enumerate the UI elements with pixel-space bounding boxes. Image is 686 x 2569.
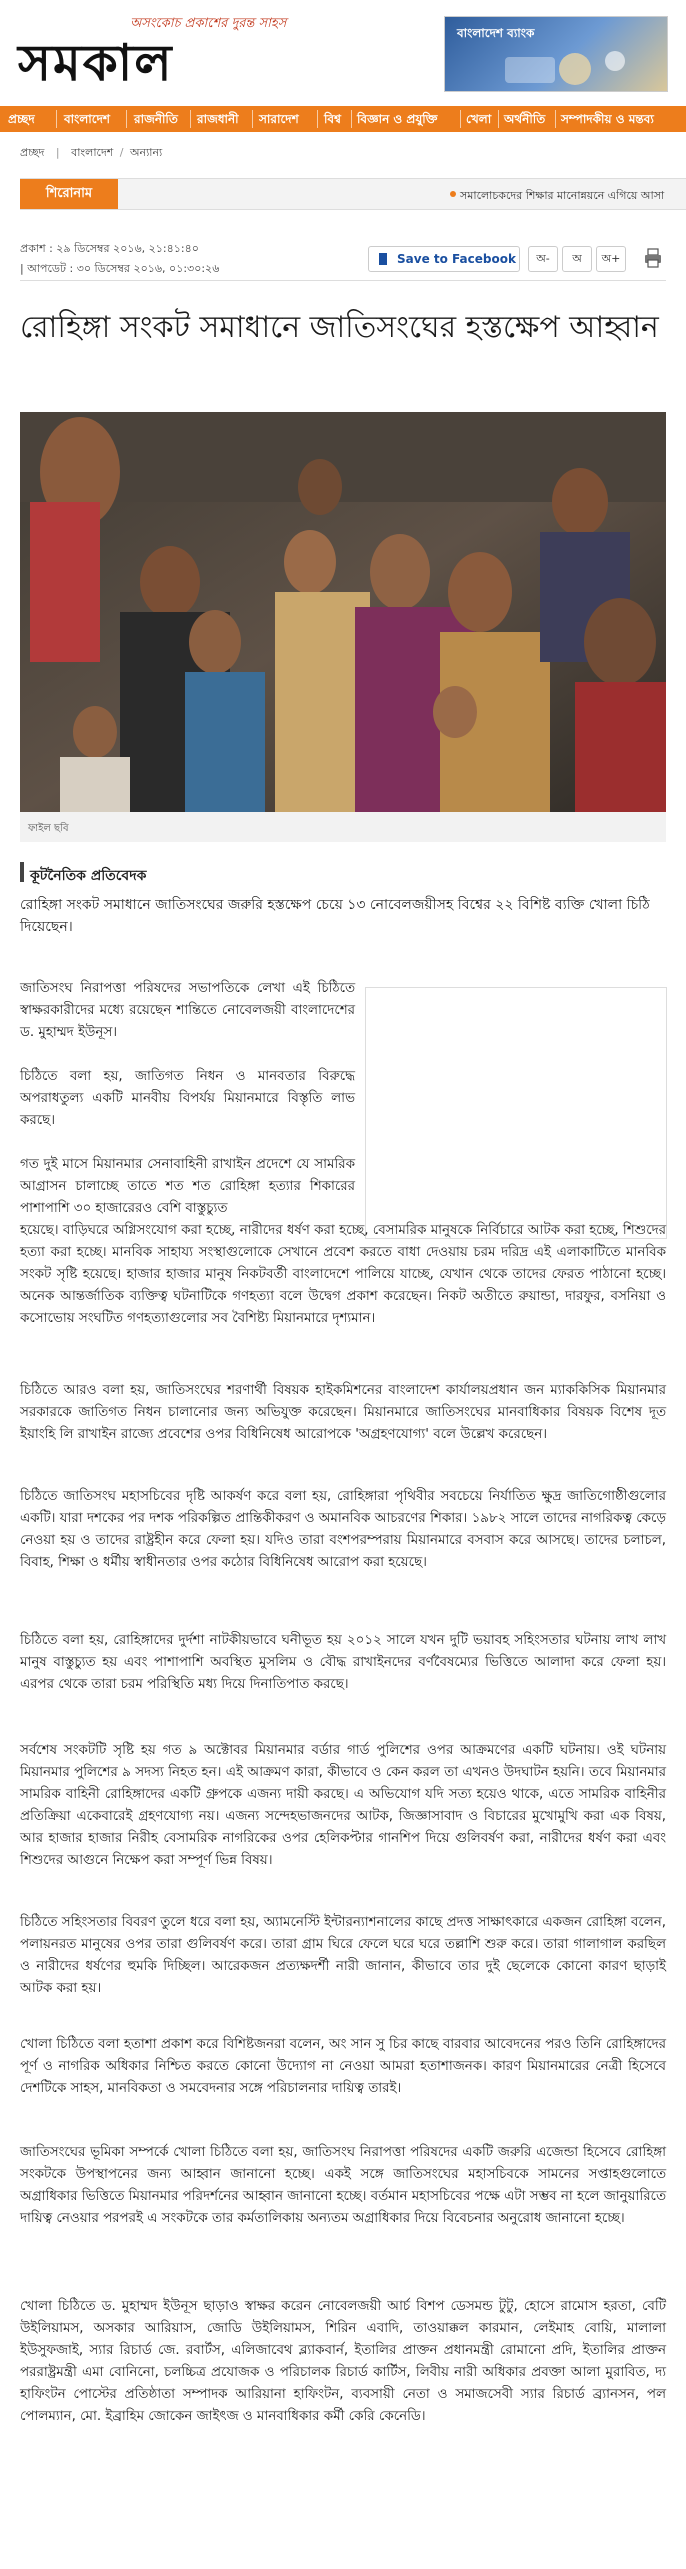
ad-graphic-icon [445, 17, 667, 91]
save-to-facebook-label: Save to Facebook [397, 252, 516, 266]
nav-item-capital[interactable]: রাজধানী [197, 112, 239, 126]
breadcrumb-section[interactable]: বাংলাদেশ [71, 146, 114, 159]
nav-item-world[interactable]: বিশ্ব [324, 112, 341, 126]
article-paragraph-wrap [20, 1154, 666, 1330]
news-ticker [20, 178, 686, 210]
breadcrumb [20, 144, 162, 163]
nav-item-economy[interactable]: অর্থনীতি [504, 112, 546, 126]
article-paragraph: চিঠিতে বলা হয়, রোহিঙ্গাদের দুর্দশা নাটকীয়ভাবে ঘনীভূত হয় ২০১২ সালে যখন দুটি ভয়াবহ সহিংসতার ঘটনায় লাখ লাখ মানুষ বাস্তুচ্যুত হয় এবং পাশাপাশি অবস্থিত মুসলিম ও বৌদ্ধ রাখাইনদের বর্ণবৈষম্যের ভিত্তিতে আলাদা করে ফেলা হয়। এরপর থেকে তারা চরম পরিস্থিতি মধ্য দিয়ে দিনাতিপাত করছে। [20, 1633, 666, 1692]
article-paragraph-head: গত দুই মাসে মিয়ানমার সেনাবাহিনী রাখাইন প্রদেশে যে সামরিক আগ্রাসন চালাচ্ছে তাতে শত শত রোহিঙ্গা হত্যার শিকারের পাশাপাশি ৩০ হাজারেরও বেশি বাস্তুচ্যুত [20, 1157, 355, 1216]
breadcrumb-sep: / [119, 146, 124, 159]
nav-item-sports[interactable]: খেলা [466, 112, 492, 126]
save-to-facebook-button[interactable] [368, 246, 520, 272]
article-photo-image [20, 412, 666, 812]
header-advertisement[interactable] [444, 16, 668, 92]
byline-marker [20, 862, 24, 882]
breadcrumb-sep: | [55, 146, 60, 159]
nav-item-politics[interactable]: রাজনীতি [134, 112, 178, 126]
breadcrumb-home[interactable]: প্রচ্ছদ [20, 146, 45, 159]
article-paragraph: চিঠিতে জাতিসংঘ মহাসচিবের দৃষ্টি আকর্ষণ করে বলা হয়, রোহিঙ্গারা পৃথিবীর সবচেয়ে নির্যাতিত ক্ষুদ্র জাতিগোষ্ঠীগুলোর একটি। যারা দশকের পর দশক পরিকল্পিত প্রান্তিকীকরণ ও অমানবিক আচরণের শিকার। ১৯৮২ সালে তাদের নাগরিকত্ব কেড়ে নেওয়া হয় ও তাদের রাষ্ট্রহীন করে ফেলা হয়। যদিও তারা বংশপরম্পরায় মিয়ানমারে বসবাস করে আসছে। তাদের চলাচল, বিবাহ, শিক্ষা ও ধর্মীয় স্বাধীনতার ওপর কঠোর বিধিনিষেধ আরোপ করা হয়েছে। [20, 1489, 666, 1570]
article-paragraph: জাতিসংঘের ভূমিকা সম্পর্কে খোলা চিঠিতে বলা হয়, জাতিসংঘ নিরাপত্তা পরিষদের একটি জরুরি এজেন্ডা হিসেবে রোহিঙ্গা সংকটকে উপস্থাপনের জন্য আহ্বান জানানো হচ্ছে। একই সঙ্গে জাতিসংঘের মহাসচিবকে সামনের সপ্তাহগুলোতে অগ্রাধিকার ভিত্তিতে মিয়ানমার পরিদর্শনের আহ্বান জানানো হচ্ছে। বর্তমান মহাসচিবের পক্ষে এটা সম্ভব না হলে জানুয়ারিতে দায়িত্ব নেওয়ার পরপরই এ সংকটকে তার কর্মতালিকায় অন্যতম অগ্রাধিকার দিয়ে বিবেচনার অনুরোধ জানানো হচ্ছে। [20, 2145, 666, 2226]
article-headline: রোহিঙ্গা সংকট সমাধানে জাতিসংঘের হস্তক্ষেপ আহ্বান [20, 310, 659, 345]
article-paragraph: চিঠিতে আরও বলা হয়, জাতিসংঘের শরণার্থী বিষয়ক হাইকমিশনের বাংলাদেশ কার্যালয়প্রধান জন ম্যাককিসিক মিয়ানমার সরকারকে জাতিগত নিধন চালানোর জন্য অভিযুক্ত করেছেন। মিয়ানমারে জাতিসংঘের মানবাধিকার বিষয়ক বিশেষ দূত ইয়াংহি লি রাখাইন রাজ্যে প্রবেশের ওপর বিধিনিষেধ আরোপকে 'অগ্রহণযোগ্য' বলে উল্লেখ করেছেন। [20, 1383, 666, 1442]
nav-item-editorial[interactable]: সম্পাদকীয় ও মন্তব্য [561, 112, 654, 126]
site-logo[interactable]: সমকাল [18, 33, 174, 92]
main-nav [0, 106, 686, 132]
article-paragraph: জাতিসংঘ নিরাপত্তা পরিষদের সভাপতিকে লেখা এই চিঠিতে স্বাক্ষরকারীদের মধ্যে রয়েছেন শান্তিতে নোবেলজয়ী বাংলাদেশের ড. মুহাম্মদ ইউনূস। [20, 981, 355, 1040]
article-paragraph: খোলা চিঠিতে বলা হতাশা প্রকাশ করে বিশিষ্টজনরা বলেন, অং সান সু চির কাছে বারবার আবেদনের পরও তিনি রোহিঙ্গাদের পূর্ণ ও নাগরিক অধিকার নিশ্চিত করতে কোনো উদ্যোগ না নেওয়া আমরা হতাশাজনক। কারণ মিয়ানমারের নেত্রী হিসেবে দেশটিকে সাহস, মানবিকতা ও সমবেদনার সঙ্গে পরিচালনার দায়িত্ব তারই। [20, 2037, 666, 2096]
font-increase-button[interactable]: অ+ [596, 246, 626, 272]
published-date: প্রকাশ : ২৯ ডিসেম্বর ২০১৬, ২১:৪১:৪০ [20, 242, 199, 255]
photo-caption: ফাইল ছবি [28, 823, 69, 834]
print-icon[interactable] [644, 248, 662, 268]
nav-item-country[interactable]: সারাদেশ [259, 112, 299, 126]
article-paragraph: সর্বশেষ সংকটটি সৃষ্টি হয় গত ৯ অক্টোবর মিয়ানমার বর্ডার গার্ড পুলিশের ওপর আক্রমণের একটি ঘটনায়। ওই ঘটনায় মিয়ানমার পুলিশের ৯ সদস্য নিহত হন। এই আক্রমণ কারা, কীভাবে ও কেন করল তা এখনও উদঘাটন হয়নি। তবে মিয়ানমার সামরিক বাহিনী রোহিঙ্গাদের একটি গ্রুপকে এজন্য দায়ী করছে। এ অভিযোগ যদি সত্য হয়েও থাকে, এতে সামরিক বাহিনীর প্রতিক্রিয়া একেবারেই গ্রহণযোগ্য নয়। এজন্য সন্দেহভাজনদের আটক, জিজ্ঞাসাবাদ ও বিচারের মুখোমুখি করা এক বিষয়, আর হাজার হাজার নিরীহ বেসামরিক নাগরিকের ওপর হেলিকপ্টার গানশিপ দিয়ে গুলিবর্ষণ করা, নারীদের ধর্ষণ করা এবং শিশুদের আগুনে নিক্ষেপ করা সম্পূর্ণ ভিন্ন বিষয়। [20, 1743, 666, 1868]
article-paragraph: চিঠিতে সহিংসতার বিবরণ তুলে ধরে বলা হয়, অ্যামনেস্টি ইন্টারন্যাশনালের কাছে প্রদত্ত সাক্ষাৎকারে একজন রোহিঙ্গা বলেন, পলায়নরত মানুষের ওপর তারা গুলিবর্ষণ করে। তারা গ্রাম ঘিরে ফেলে ঘরে ঘরে তল্লাশি শুরু করে। তারা গালাগাল করছিল ও নারীদের ধর্ষণের হুমকি দিচ্ছিল। আরেকজন প্রত্যক্ষদর্শী নারী জানান, কীভাবে তার দুই ছেলেকে কোনো কারণ ছাড়াই আটক করা হয়। [20, 1915, 666, 1996]
ad-text: বাংলাদেশ ব্যাংক [457, 26, 535, 40]
updated-date: | আপডেট : ৩০ ডিসেম্বর ২০১৬, ০১:৩০:২৬ [20, 262, 220, 275]
ticker-bullet-icon [450, 191, 456, 197]
article-photo [20, 412, 666, 812]
nav-item-home[interactable]: প্রচ্ছদ [8, 112, 35, 126]
article-lead: রোহিঙ্গা সংকট সমাধানে জাতিসংঘের জরুরি হস্তক্ষেপ চেয়ে ১৩ নোবেলজয়ীসহ বিশ্বের ২২ বিশিষ্ট ব্যক্তি খোলা চিঠি দিয়েছেন। [20, 897, 650, 935]
header-divider [20, 280, 666, 281]
font-normal-button[interactable]: অ [562, 246, 592, 272]
article-paragraph-tail: হয়েছে। বাড়িঘরে অগ্নিসংযোগ করা হচ্ছে, নারীদের ধর্ষণ করা হচ্ছে, বেসামরিক মানুষকে নির্বিচারে আটক করা হচ্ছে, শিশুদের হত্যা করা হচ্ছে। মানবিক সাহায্য সংস্থাগুলোকে সেখানে প্রবেশ করতে বাধা দেওয়ায় চরম দরিদ্র এই এলাকাটিতে মানবিক সংকট সৃষ্টি হয়েছে। হাজার হাজার মানুষ নিকটবর্তী বাংলাদেশে পালিয়ে যাচ্ছে, যেখান থেকে তাদের ফেরত পাঠানো হচ্ছে। অনেক আন্তর্জাতিক ব্যক্তিত্ব ঘটনাটিকে গণহত্যা বলে উদ্বেগ প্রকাশ করেছেন। নিকট অতীতে রুয়ান্ডা, দারফুর, বসনিয়া ও কসোভোয় সংঘটিত গণহত্যাগুলোর সব বৈশিষ্ট্য মিয়ানমারে দৃশ্যমান। [20, 1223, 666, 1326]
bookmark-icon [379, 253, 387, 265]
font-decrease-button[interactable]: অ- [528, 246, 558, 272]
nav-item-bangladesh[interactable]: বাংলাদেশ [64, 112, 110, 126]
article-paragraph: চিঠিতে বলা হয়, জাতিগত নিধন ও মানবতার বিরুদ্ধে অপরাধতুল্য একটি মানবীয় বিপর্যয় মিয়ানমারে বিস্তৃতি লাভ করছে। [20, 1069, 355, 1128]
article-paragraph: খোলা চিঠিতে ড. মুহাম্মদ ইউনূস ছাড়াও স্বাক্ষর করেন নোবেলজয়ী আর্চ বিশপ ডেসমন্ড টুটু, হোসে রামোস হরতা, বেটি উইলিয়ামস, অসকার আরিয়াস, জোডি উইলিয়ামস, শিরিন এবাদি, তাওয়াক্কল কারমান, লেইমাহ বোয়ি, মালালা ইউসুফজাই, স্যার রিচার্ড জে. রবার্টস, এলিজাবেথ ব্ল্যাকবার্ন, ইতালির প্রাক্তন প্রধানমন্ত্রী রোমানো প্রদি, ইতালির প্রাক্তন পররাষ্ট্রমন্ত্রী এমা বোনিনো, চলচ্চিত্র প্রযোজক ও পরিচালক রিচার্ড কার্টিস, লিবীয় নারী অধিকার প্রবক্তা আলা মুরাবিত, দ্য হাফিংটন পোস্টের প্রতিষ্ঠাতা সম্পাদক আরিয়ানা হাফিংটন, ব্যবসায়ী নেতা ও সমাজসেবী স্যার রিচার্ড ব্র্যানসন, পল পোলম্যান, মো. ইব্রাহিম জোকেন জাইৎজ ও মানবাধিকার কর্মী কেরি কেনেডি। [20, 2299, 666, 2424]
article-byline: কূটনৈতিক প্রতিবেদক [30, 868, 147, 884]
site-tagline: অসংকোচ প্রকাশের দুরন্ত সাহস [130, 16, 287, 31]
photo-caption-box [20, 812, 666, 842]
ticker-headline[interactable]: সমালোচকদের শিক্ষার মানোন্নয়নে এগিয়ে আসা [460, 189, 665, 202]
article-paragraph [20, 1154, 666, 1330]
breadcrumb-subsection[interactable]: অন্যান্য [130, 146, 163, 159]
site-header [0, 0, 686, 106]
nav-item-science[interactable]: বিজ্ঞান ও প্রযুক্তি [357, 112, 438, 126]
ticker-label: শিরোনাম [20, 179, 118, 209]
